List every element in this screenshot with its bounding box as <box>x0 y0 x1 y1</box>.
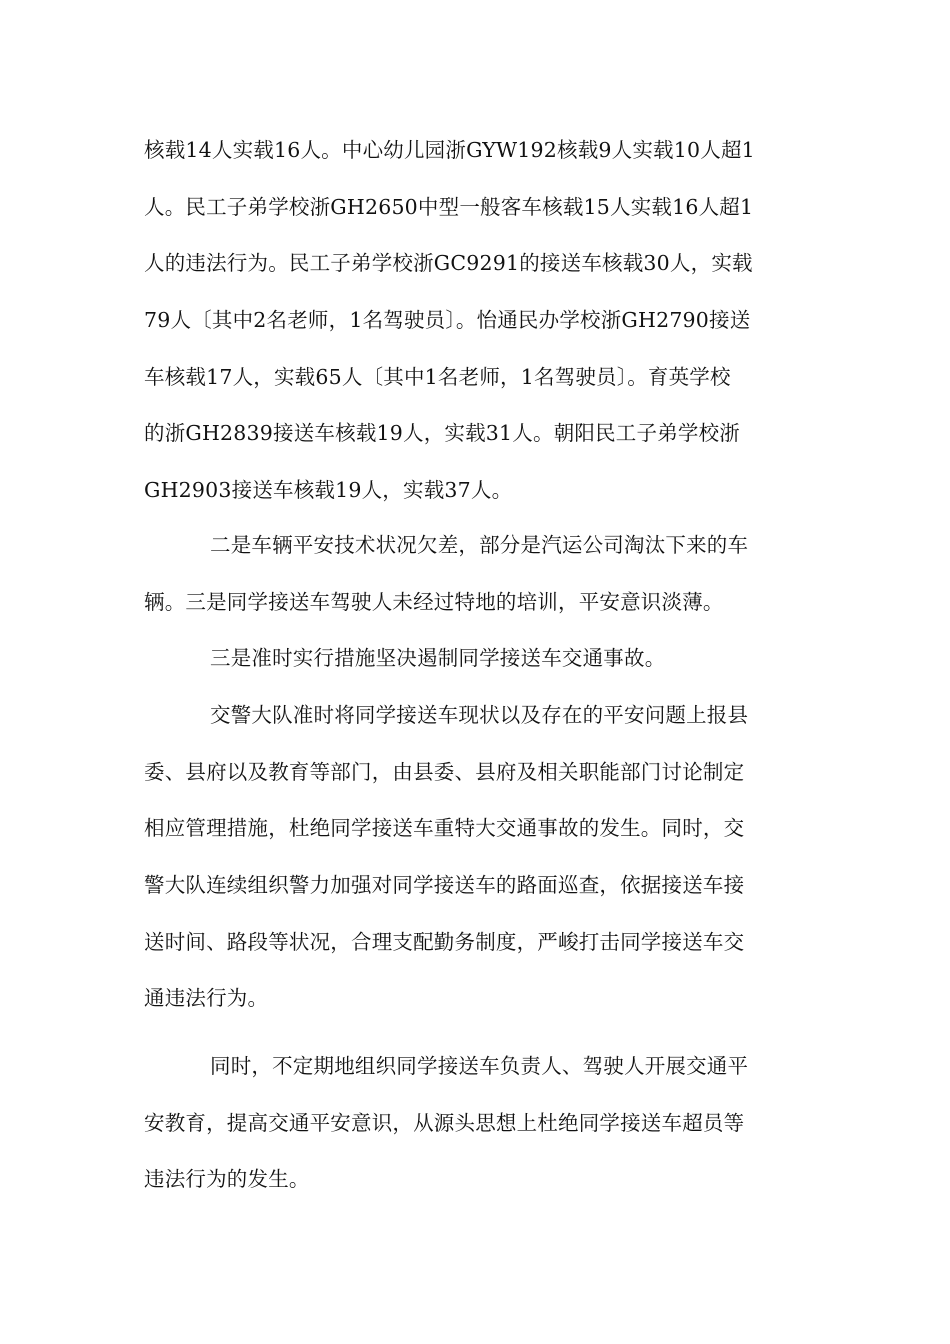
text-line: 相应管理措施，杜绝同学接送车重特大交通事故的发生。同时，交 <box>144 816 745 841</box>
text-line: 警大队连续组织警力加强对同学接送车的路面巡查，依据接送车接 <box>144 873 745 898</box>
text-line: GH2903接送车核载19人，实载37人。 <box>144 478 513 503</box>
text-line: 人的违法行为。民工子弟学校浙GC9291的接送车核载30人，实载 <box>144 251 753 276</box>
text-line: 同时，不定期地组织同学接送车负责人、驾驶人开展交通平 <box>210 1054 749 1078</box>
text-line: 违法行为的发生。 <box>144 1167 310 1192</box>
text-line: 车核载17人，实载65人〔其中1名老师，1名驾驶员〕。育英学校 <box>144 364 731 389</box>
text-line: 辆。三是同学接送车驾驶人未经过特地的培训，平安意识淡薄。 <box>144 589 724 614</box>
paragraph-2 <box>144 517 806 630</box>
text-line: 的浙GH2839接送车核载19人，实载31人。朝阳民工子弟学校浙 <box>144 421 740 446</box>
text-line: 送时间、路段等状况，合理支配勤务制度，严峻打击同学接送车交 <box>144 929 745 954</box>
text-line: 交警大队准时将同学接送车现状以及存在的平安问题上报县 <box>210 703 749 727</box>
paragraph-4 <box>144 687 806 1027</box>
text-line: 人。民工子弟学校浙GH2650中型一般客车核载15人实载16人超1 <box>144 194 754 219</box>
text-line: 安教育，提高交通平安意识，从源头思想上杜绝同学接送车超员等 <box>144 1110 745 1135</box>
text-line: 二是车辆平安技术状况欠差，部分是汽运公司淘汰下来的车 <box>210 533 749 557</box>
text-line: 79人〔其中2名老师，1名驾驶员〕。怡通民办学校浙GH2790接送 <box>144 308 751 333</box>
text-line: 核载14人实载16人。中心幼儿园浙GYW192核载9人实载10人超1 <box>144 138 755 162</box>
text-line: 委、县府以及教育等部门，由县委、县府及相关职能部门讨论制定 <box>144 759 745 784</box>
paragraph-3 <box>144 630 806 687</box>
text-line: 三是准时实行措施坚决遏制同学接送车交通事故。 <box>210 646 666 670</box>
paragraph-5 <box>144 1038 806 1208</box>
paragraph-1 <box>144 122 806 519</box>
text-line: 通违法行为。 <box>144 986 269 1011</box>
